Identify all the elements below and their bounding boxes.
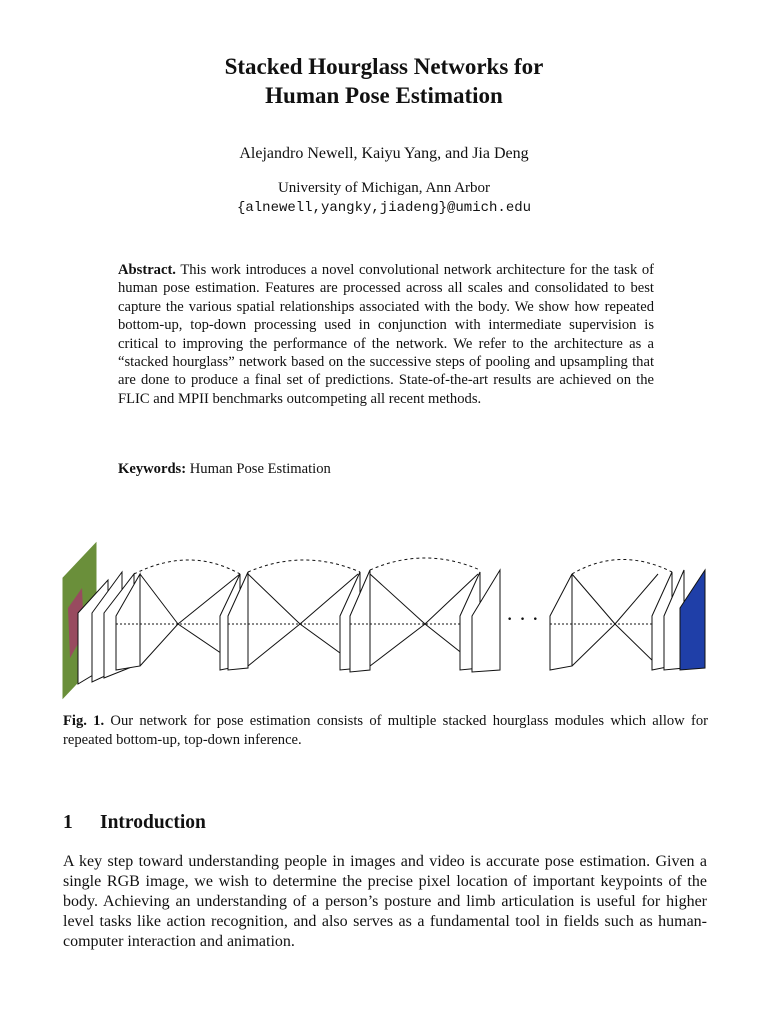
- figure-caption: [63, 712, 708, 750]
- skip-arc: [572, 559, 672, 574]
- section-heading: [63, 812, 206, 834]
- keywords-label: Keywords:: [118, 461, 187, 477]
- affiliation: University of Michigan, Ann Arbor: [277, 180, 491, 196]
- paper-title: [0, 52, 768, 110]
- caption-text: Our network for pose estimation consists of multiple stacked hourglass modules which allow for repeated bottom-up, top-down inference.: [63, 713, 708, 748]
- skip-arc: [370, 558, 480, 570]
- author-list: Alejandro Newell, Kaiyu Yang, and Jia Deng: [239, 145, 529, 162]
- skip-arc: [134, 560, 240, 574]
- section-number: 1: [63, 812, 73, 833]
- figure-ellipsis: · · ·: [506, 606, 539, 631]
- title-line-2: Human Pose Estimation: [265, 83, 503, 108]
- author-emails: {alnewell,yangky,jiadeng}@umich.edu: [236, 200, 532, 216]
- abstract-label: Abstract.: [118, 262, 176, 278]
- keywords-text: Human Pose Estimation: [189, 461, 331, 477]
- caption-label: Fig. 1.: [63, 713, 105, 729]
- abstract-text: This work introduces a novel convolutional network architecture for the task of human pose estimation. Features are processed across all scales and consolidated to best capture the various spatial relationships associated with the body. We show how repeated bottom-up, top-down processing used in conjunction with intermediate supervision is critical to improving the performance of the network. We refer to the architecture as a “stacked hourglass” network based on the successive steps of pooling and upsampling that are done to produce a final set of predictions. State-of-the-art results are achieved on the FLIC and MPII benchmarks outcompeting all recent methods.: [118, 262, 654, 407]
- section-title: Introduction: [100, 812, 206, 833]
- abstract: [118, 261, 654, 408]
- keywords: [118, 461, 654, 478]
- figure-1: [60, 538, 710, 703]
- intro-paragraph: A key step toward understanding people in images and video is accurate pose estimation. Given a single RGB image, we wish to determine the precise pixel location of important keypoints of the body. Achieving an understanding of a person’s posture and limb articulation is useful for higher level tasks like action recognition, and also serves as a fundamental tool in fields such as human-computer interaction and animation.: [63, 853, 707, 950]
- hourglass-diagram: [60, 538, 710, 703]
- skip-arc: [248, 560, 360, 572]
- conv-block: [550, 574, 572, 670]
- title-line-1: Stacked Hourglass Networks for: [224, 54, 544, 79]
